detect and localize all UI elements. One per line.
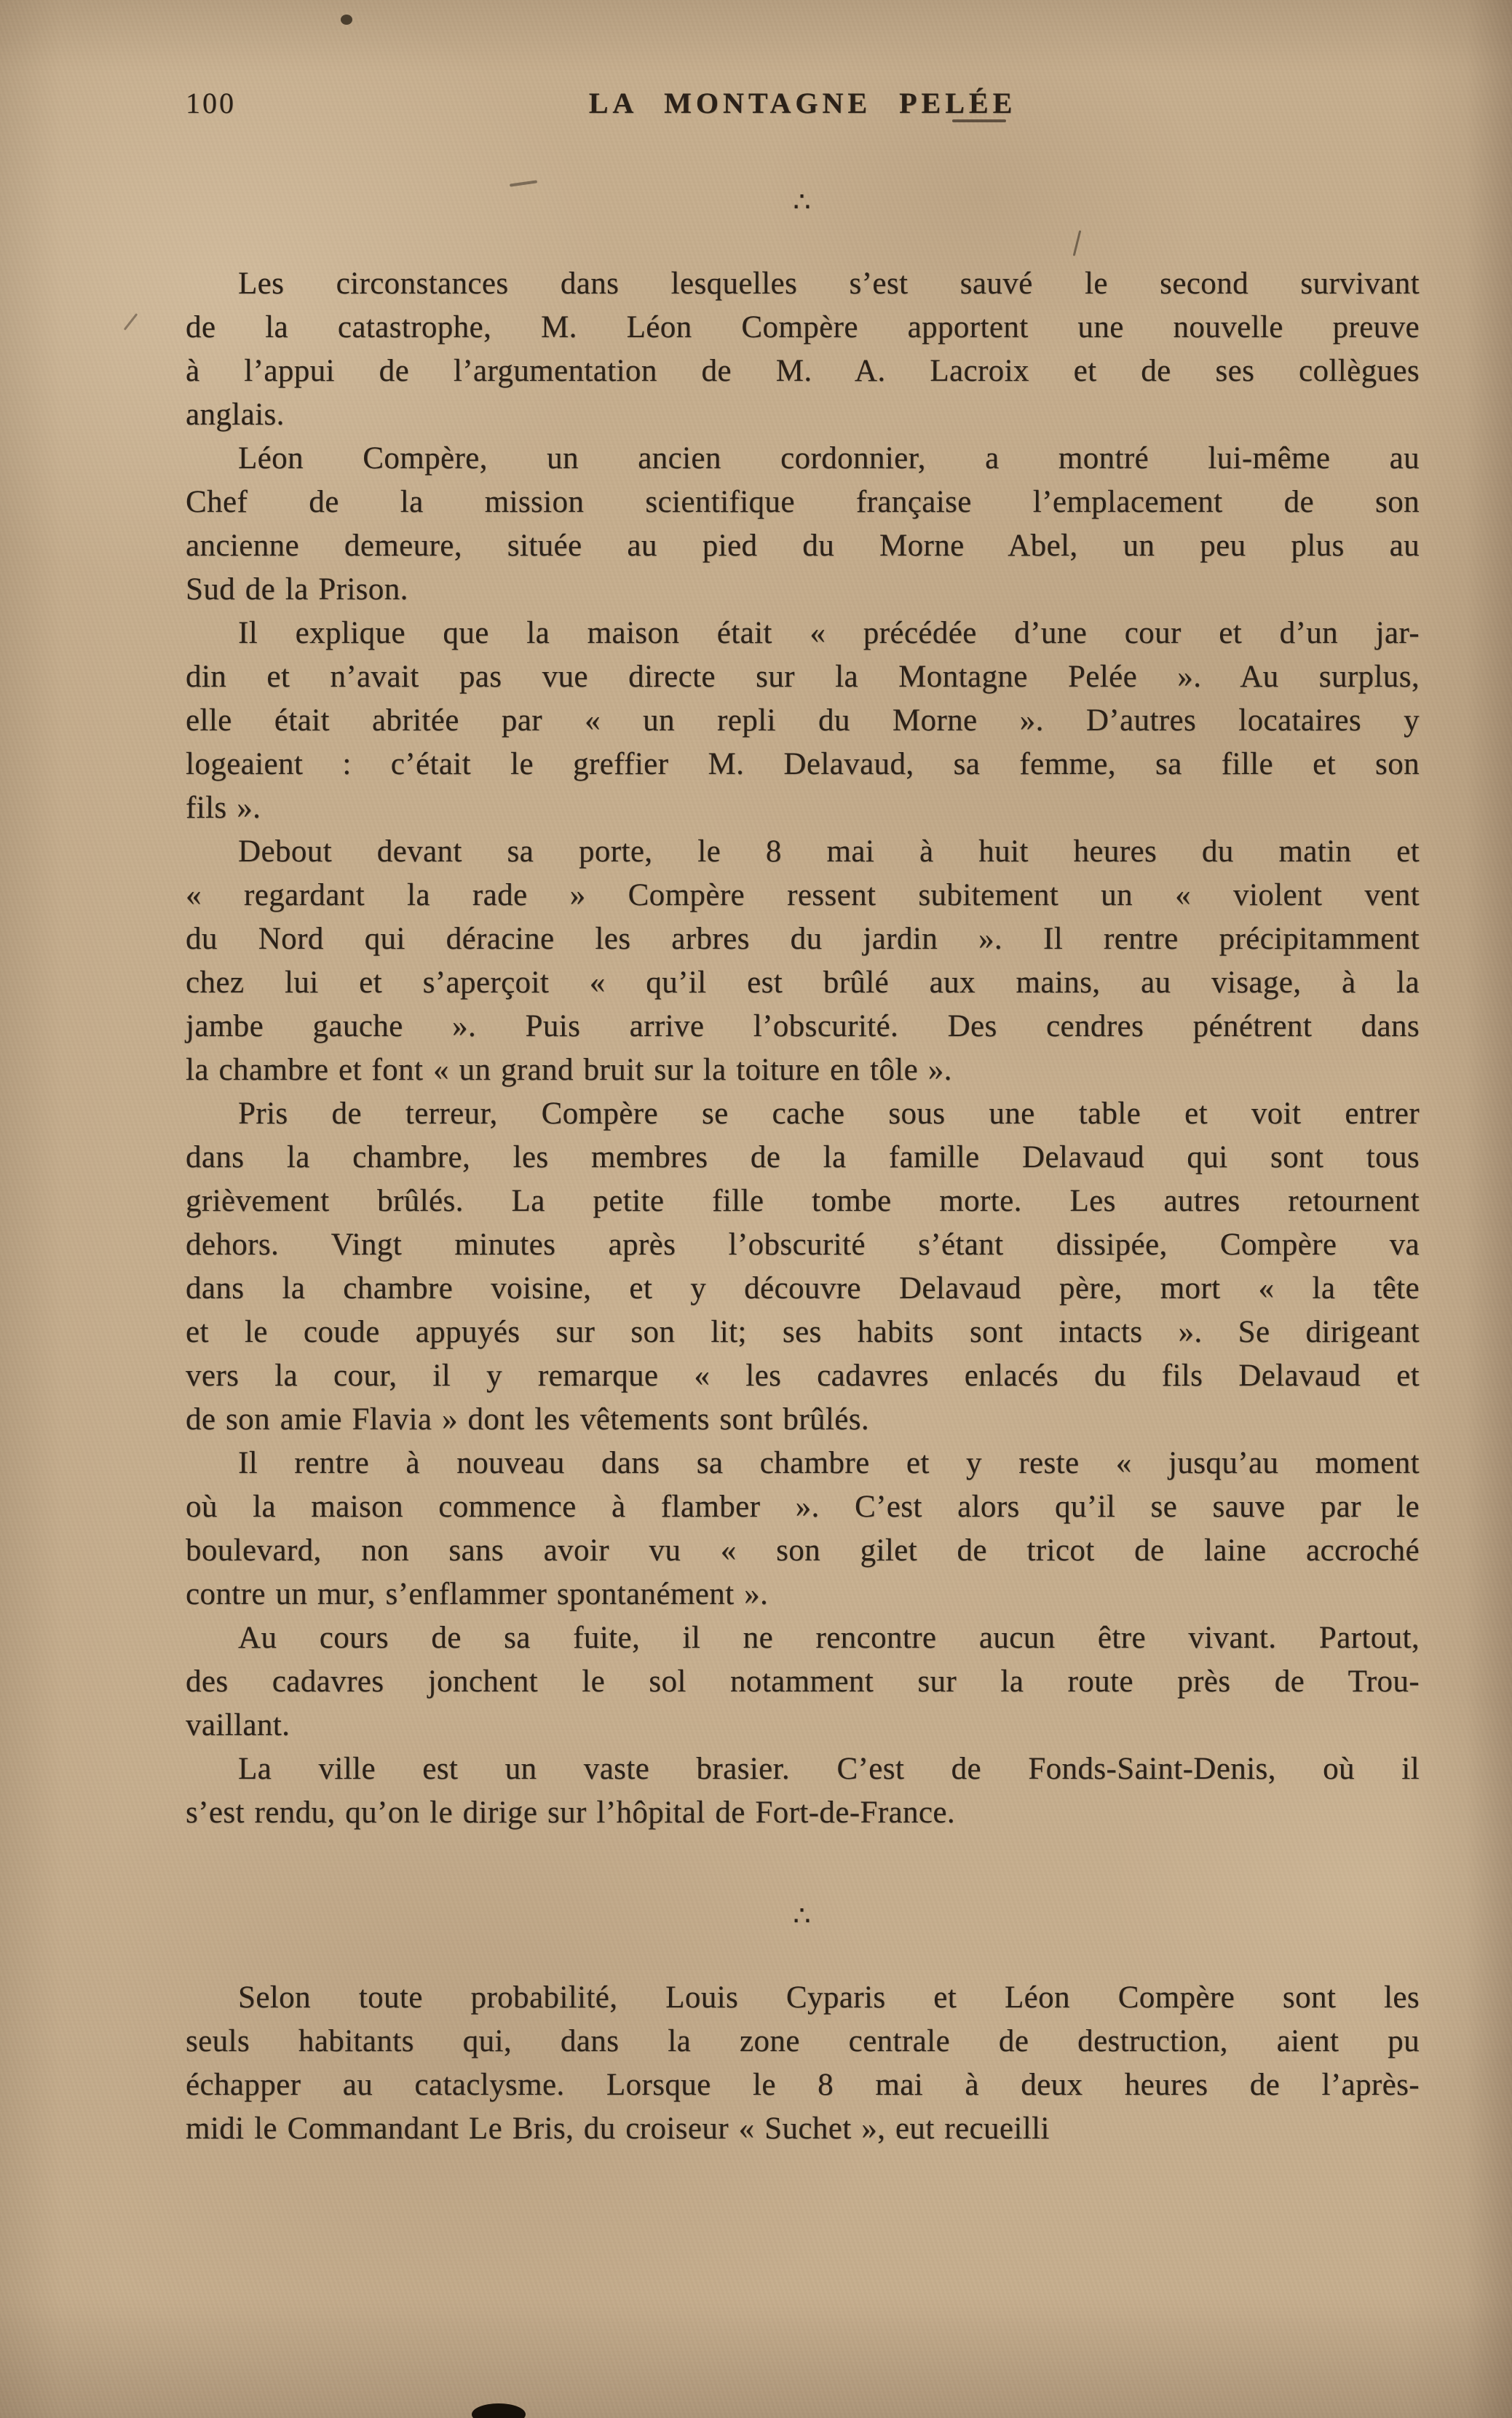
- paragraph: [186, 437, 1420, 612]
- text-line: où la maison commence à flamber ». C’est alors qu’il se sauve par le: [186, 1490, 1420, 1524]
- scan-artifact-tick: [124, 313, 138, 331]
- paragraph: [186, 1442, 1420, 1616]
- paragraph: [186, 1616, 1420, 1747]
- text-line: vers la cour, il y remarque « les cadavres enlacés du fils Delavaud et: [186, 1359, 1420, 1393]
- paragraph: [186, 1747, 1420, 1835]
- paragraph: [186, 262, 1420, 437]
- text-line: Il rentre à nouveau dans sa chambre et y reste « jusqu’au moment: [238, 1446, 1420, 1480]
- text-line: midi le Commandant Le Bris, du croiseur « Suchet », eut recueilli: [186, 2111, 1050, 2146]
- text-line: vaillant.: [186, 1708, 290, 1742]
- text-line: dehors. Vingt minutes après l’obscurité s’étant dissipée, Compère va: [186, 1228, 1420, 1262]
- text-line: Les circonstances dans lesquelles s’est sauvé le second survivant: [238, 266, 1420, 301]
- text-line: et le coude appuyés sur son lit; ses habits sont intacts ». Se dirigeant: [186, 1315, 1420, 1349]
- text-line: échapper au cataclysme. Lorsque le 8 mai à deux heures de l’après-: [186, 2068, 1420, 2102]
- scan-artifact-dot: [341, 15, 352, 25]
- text-line: La ville est un vaste brasier. C’est de Fonds-Saint-Denis, où il: [238, 1752, 1420, 1786]
- text-line: des cadavres jonchent le sol notamment sur la route près de Trou-: [186, 1664, 1420, 1699]
- text-line: s’est rendu, qu’on le dirige sur l’hôpital de Fort-de-France.: [186, 1795, 955, 1830]
- paragraph: [186, 1092, 1420, 1442]
- running-head: [186, 86, 1420, 121]
- text-line: à l’appui de l’argumentation de M. A. Lacroix et de ses collègues: [186, 354, 1420, 388]
- text-line: Chef de la mission scientifique française l’emplacement de son: [186, 485, 1420, 519]
- page-number: 100: [186, 87, 236, 119]
- text-line: dans la chambre, les membres de la famille Delavaud qui sont tous: [186, 1140, 1420, 1174]
- text-line: seuls habitants qui, dans la zone centrale de destruction, aient pu: [186, 2024, 1420, 2058]
- text-line: de son amie Flavia » dont les vêtements sont brûlés.: [186, 1402, 869, 1437]
- text-line: Pris de terreur, Compère se cache sous une table et voit entrer: [238, 1097, 1420, 1131]
- text-line: Selon toute probabilité, Louis Cyparis et Léon Compère sont les: [238, 1980, 1420, 2015]
- asterism-divider: ∴: [793, 187, 812, 218]
- paragraph: [186, 830, 1420, 1092]
- text-line: chez lui et s’aperçoit « qu’il est brûlé aux mains, au visage, à la: [186, 965, 1420, 1000]
- paragraph: [186, 1976, 1420, 2151]
- text-line: contre un mur, s’enflammer spontanément ».: [186, 1577, 769, 1611]
- text-line: din et n’avait pas vue directe sur la Montagne Pelée ». Au surplus,: [186, 660, 1420, 694]
- text-line: elle était abritée par « un repli du Morne ». D’autres locataires y: [186, 703, 1420, 738]
- page-body: [186, 186, 1420, 2151]
- text-line: anglais.: [186, 398, 285, 432]
- paragraph: [186, 612, 1420, 830]
- text-line: Sud de la Prison.: [186, 572, 408, 607]
- text-line: grièvement brûlés. La petite fille tombe morte. Les autres retournent: [186, 1184, 1420, 1218]
- scan-artifact-underline: [952, 119, 1006, 122]
- text-line: Léon Compère, un ancien cordonnier, a montré lui-même au: [238, 441, 1420, 475]
- text-line: Il explique que la maison était « précédée d’une cour et d’un jar-: [238, 616, 1420, 650]
- text-line: Debout devant sa porte, le 8 mai à huit heures du matin et: [238, 834, 1420, 869]
- text-line: dans la chambre voisine, et y découvre Delavaud père, mort « la tête: [186, 1271, 1420, 1305]
- text-line: boulevard, non sans avoir vu « son gilet de tricot de laine accroché: [186, 1533, 1420, 1568]
- text-line: jambe gauche ». Puis arrive l’obscurité. Des cendres pénétrent dans: [186, 1009, 1420, 1043]
- running-title: LA MONTAGNE PELÉE: [588, 87, 1017, 119]
- text-line: « regardant la rade » Compère ressent subitement un « violent vent: [186, 878, 1420, 912]
- asterism-divider: ∴: [793, 1901, 812, 1932]
- text-line: ancienne demeure, située au pied du Morne Abel, un peu plus au: [186, 529, 1420, 563]
- scan-artifact-blob: [472, 2403, 526, 2418]
- text-line: du Nord qui déracine les arbres du jardin ». Il rentre précipitamment: [186, 922, 1420, 956]
- text-line: Au cours de sa fuite, il ne rencontre aucun être vivant. Partout,: [238, 1621, 1420, 1655]
- text-line: la chambre et font « un grand bruit sur la toiture en tôle ».: [186, 1053, 952, 1087]
- text-line: de la catastrophe, M. Léon Compère apportent une nouvelle preuve: [186, 310, 1420, 344]
- text-line: fils ».: [186, 791, 261, 825]
- text-line: logeaient : c’était le greffier M. Delavaud, sa femme, sa fille et son: [186, 747, 1420, 781]
